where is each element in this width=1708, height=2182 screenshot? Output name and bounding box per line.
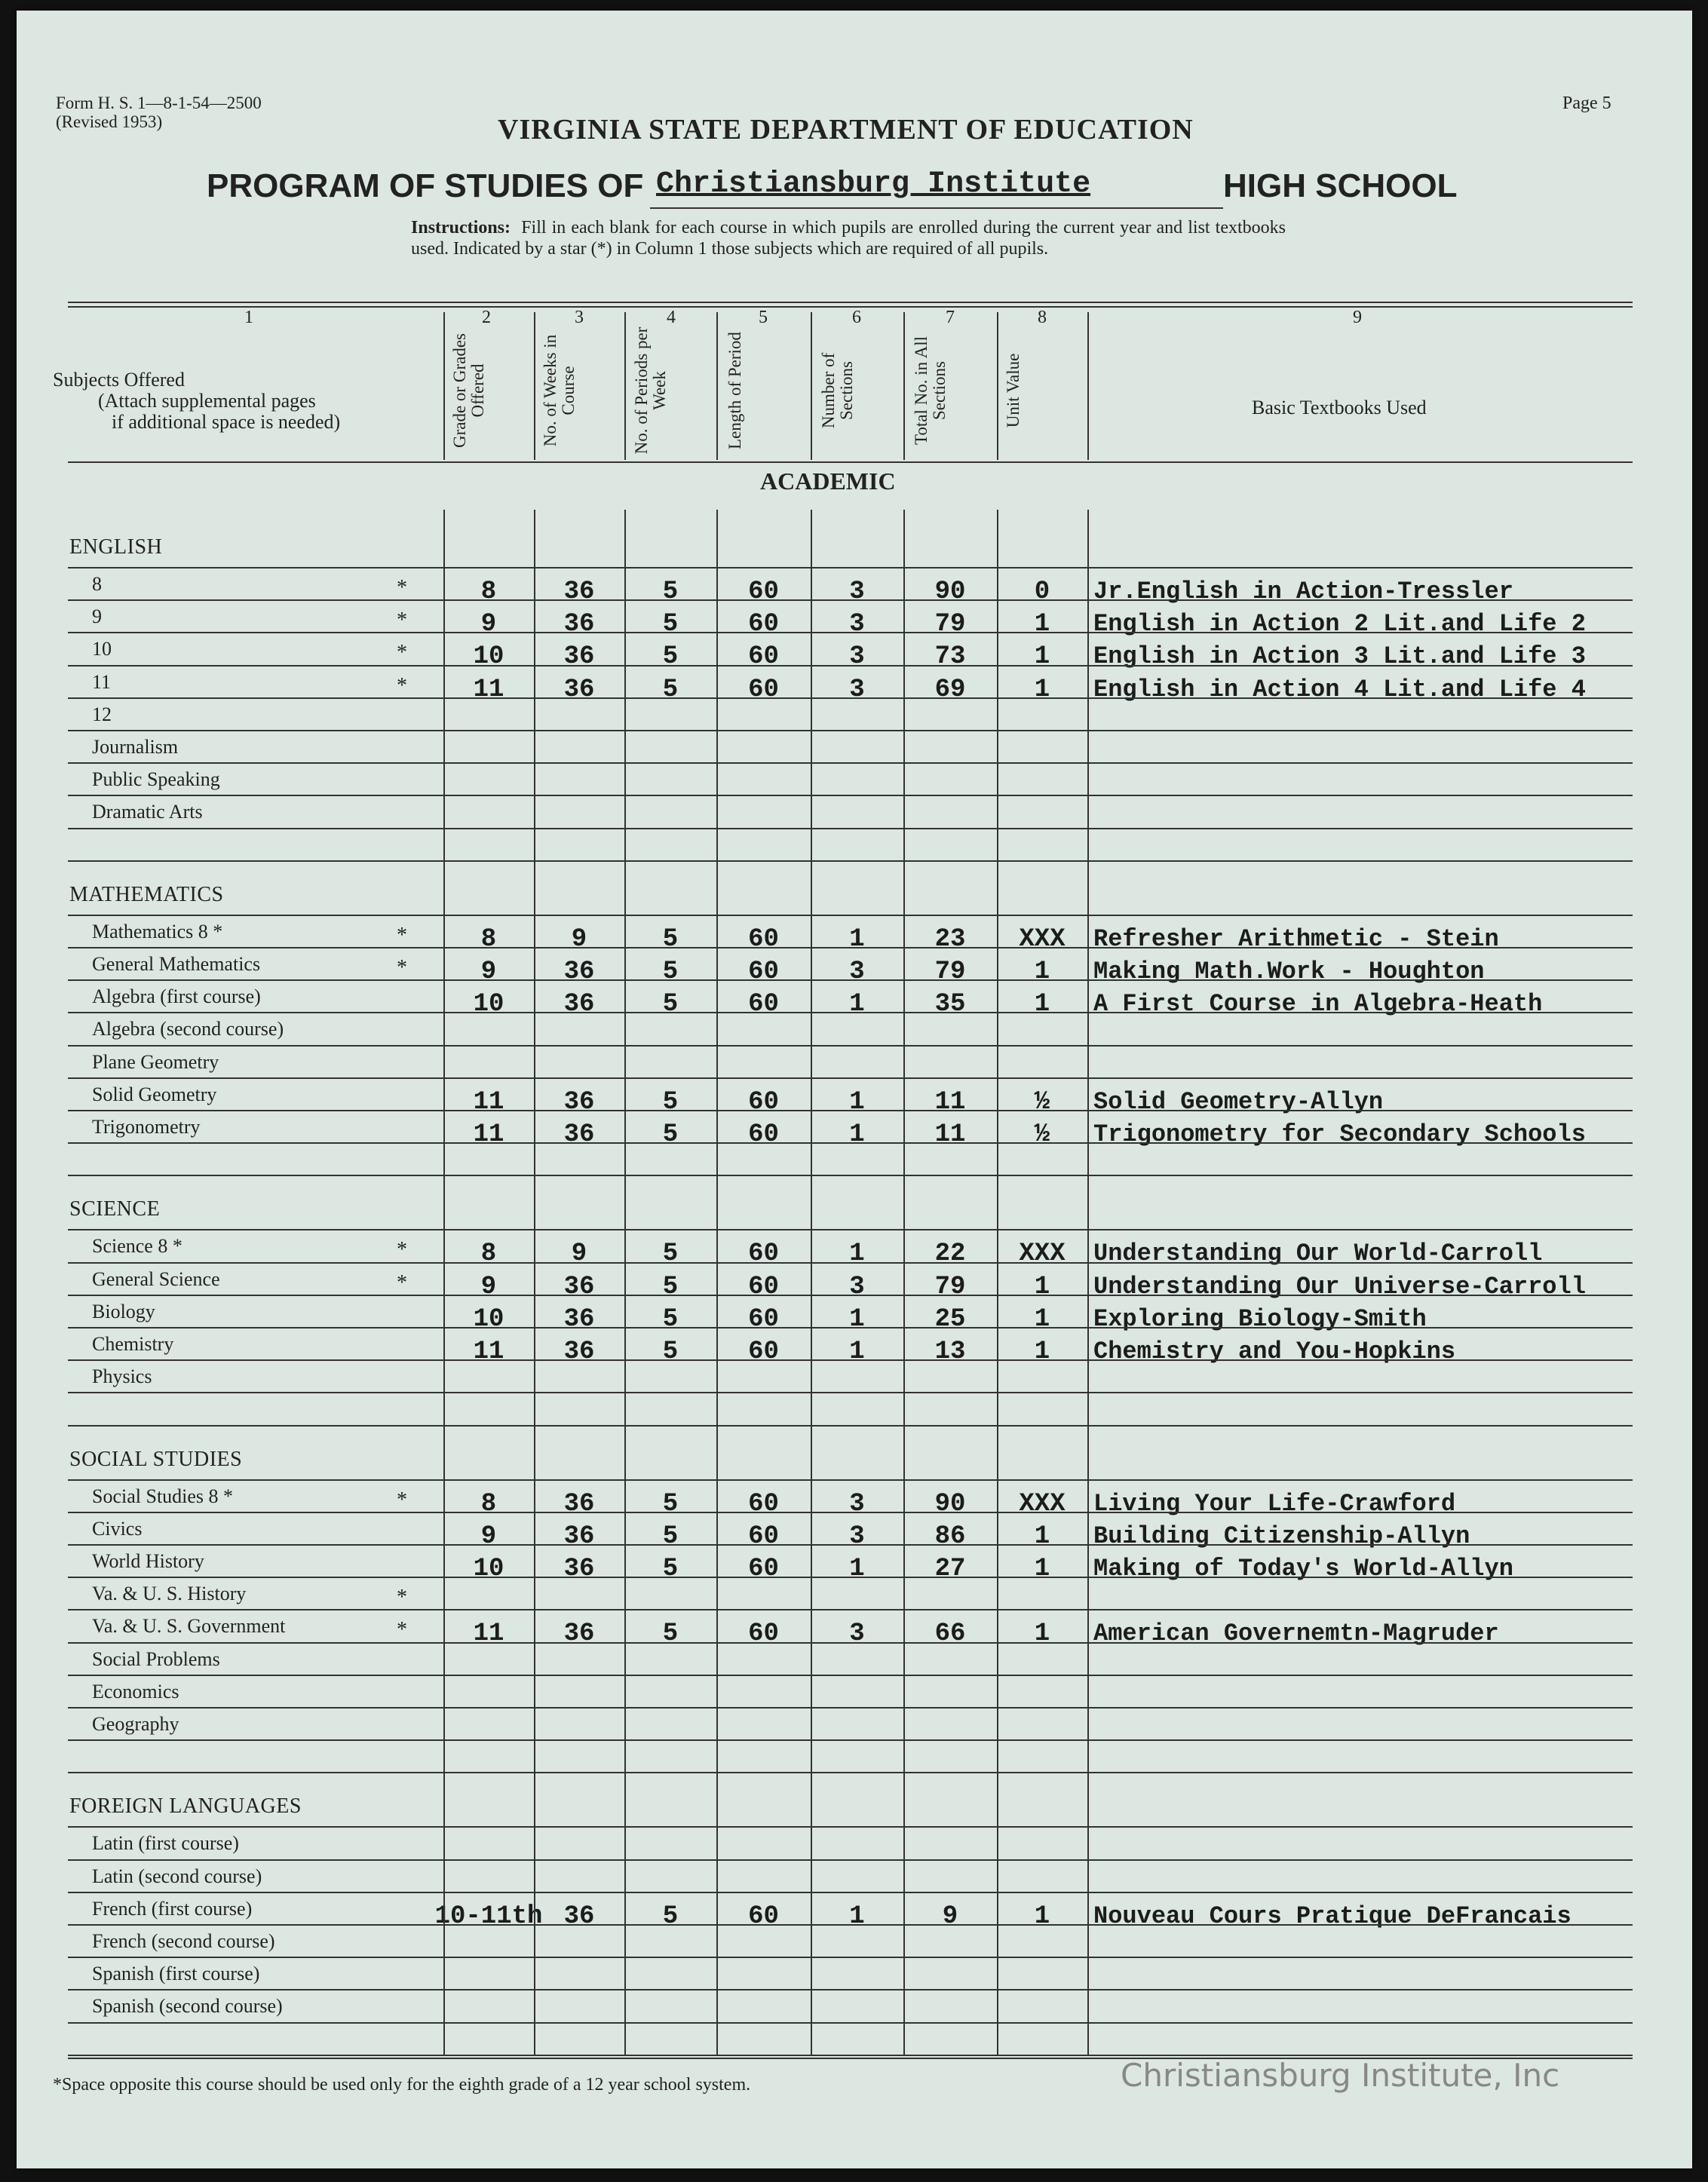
cell-total: 73 <box>934 642 966 672</box>
row-rule <box>68 979 1633 981</box>
row-rule <box>68 1609 1633 1610</box>
textbook: Solid Geometry-Allyn <box>1093 1087 1384 1116</box>
cell-grade: 11 <box>473 1620 504 1649</box>
row-rule <box>68 1479 1633 1481</box>
cell-sections: 3 <box>849 675 865 704</box>
cell-total: 86 <box>934 1522 966 1551</box>
textbooks-header: Basic Textbooks Used <box>1252 397 1427 418</box>
cell-weeks: 36 <box>563 1902 595 1931</box>
subject-name: 10 <box>92 638 112 660</box>
textbook: Exploring Biology-Smith <box>1093 1304 1427 1333</box>
cell-periods: 5 <box>662 924 679 954</box>
required-star: * <box>397 1618 407 1642</box>
cell-weeks: 36 <box>563 1120 595 1149</box>
cell-grade: 11 <box>473 675 504 704</box>
textbook: English in Action 2 Lit.and Life 2 <box>1093 610 1586 639</box>
cell-total: 35 <box>934 990 966 1019</box>
cell-grade: 9 <box>480 958 497 986</box>
required-star: * <box>397 641 407 665</box>
cell-length: 60 <box>748 924 779 954</box>
textbook: Understanding Our World-Carroll <box>1093 1240 1543 1268</box>
column-number: 2 <box>482 308 491 327</box>
subject-name: Economics <box>92 1680 179 1702</box>
subject-name: General Science <box>92 1267 220 1290</box>
subject-name: Geography <box>92 1713 179 1735</box>
cell-total: 79 <box>934 958 966 986</box>
cell-grade: 10 <box>473 642 504 672</box>
cell-total: 11 <box>934 1087 966 1117</box>
cell-periods: 5 <box>662 1555 679 1583</box>
cell-periods: 5 <box>662 578 679 606</box>
textbook: A First Course in Algebra-Heath <box>1093 990 1543 1019</box>
subjects-header: Subjects Offered (Attach supplemental pages if additional space is needed) <box>53 369 341 433</box>
row-rule <box>68 1892 1633 1893</box>
row-rule <box>68 2055 1633 2056</box>
subject-name: Social Problems <box>92 1647 220 1670</box>
watermark: Christiansburg Institute, Inc <box>1121 2057 1560 2094</box>
cell-weeks: 9 <box>571 1240 587 1269</box>
column-divider <box>534 312 535 460</box>
cell-length: 60 <box>748 1240 779 1269</box>
subject-name: Solid Geometry <box>92 1083 217 1105</box>
high-school-label: HIGH SCHOOL <box>1223 167 1458 204</box>
cell-total: 25 <box>934 1304 966 1334</box>
required-star: * <box>397 1238 407 1262</box>
row-rule <box>68 665 1633 667</box>
row-rule <box>68 828 1633 829</box>
cell-unit: 1 <box>1034 1338 1050 1366</box>
section-title: SOCIAL STUDIES <box>69 1447 243 1471</box>
cell-sections: 1 <box>849 1240 865 1269</box>
section-title: SCIENCE <box>69 1197 161 1221</box>
subject-name: 12 <box>92 703 112 725</box>
cell-length: 60 <box>748 610 779 639</box>
textbook: Making of Today's World-Allyn <box>1093 1555 1513 1583</box>
row-rule <box>68 2022 1633 2024</box>
column-number: 3 <box>575 308 584 327</box>
cell-weeks: 36 <box>563 990 595 1019</box>
column-number: 8 <box>1038 308 1047 327</box>
row-rule <box>68 1642 1633 1644</box>
cell-sections: 3 <box>849 642 865 672</box>
textbook: Jr.English in Action-Tressler <box>1093 578 1513 605</box>
cell-weeks: 36 <box>563 578 595 606</box>
subject-name: Algebra (second course) <box>92 1018 284 1040</box>
row-rule <box>68 1229 1633 1230</box>
cell-periods: 5 <box>662 1304 679 1334</box>
subject-name: French (first course) <box>92 1897 253 1920</box>
cell-total: 11 <box>934 1120 966 1149</box>
cell-length: 60 <box>748 1272 779 1301</box>
cell-length: 60 <box>748 675 779 704</box>
cell-grade: 10 <box>473 990 504 1019</box>
subject-name: Mathematics 8 * <box>92 920 223 942</box>
cell-grade: 8 <box>480 924 497 954</box>
cell-weeks: 36 <box>563 1620 595 1649</box>
row-rule <box>68 730 1633 731</box>
textbook: Living Your Life-Crawford <box>1093 1489 1456 1518</box>
row-rule <box>68 1675 1633 1676</box>
cell-unit: ½ <box>1034 1120 1050 1149</box>
footnote: *Space opposite this course should be used only for the eighth grade of a 12 year school system. <box>53 2075 751 2095</box>
subject-name: Va. & U. S. Government <box>92 1615 286 1638</box>
row-rule <box>68 1142 1633 1144</box>
cell-unit: 1 <box>1034 1620 1050 1649</box>
textbook: Making Math.Work - Houghton <box>1093 958 1485 985</box>
cell-weeks: 36 <box>563 1489 595 1519</box>
program-label: PROGRAM OF STUDIES OF <box>207 167 644 204</box>
cell-sections: 1 <box>849 1555 865 1583</box>
cell-total: 79 <box>934 1272 966 1301</box>
cell-weeks: 36 <box>563 1272 595 1301</box>
row-rule <box>68 860 1633 862</box>
cell-sections: 3 <box>849 1620 865 1649</box>
subject-name: 11 <box>92 670 112 693</box>
cell-weeks: 36 <box>563 1304 595 1334</box>
subject-name: Trigonometry <box>92 1116 201 1138</box>
subject-name: Latin (second course) <box>92 1865 262 1887</box>
subject-name: Spanish (second course) <box>92 1995 283 2018</box>
school-name: Christiansburg Institute <box>656 167 1091 201</box>
column-divider <box>903 312 905 460</box>
cell-unit: 1 <box>1034 958 1050 986</box>
column-divider <box>903 510 905 2055</box>
subject-name: Biology <box>92 1300 155 1322</box>
cell-sections: 1 <box>849 990 865 1019</box>
cell-length: 60 <box>748 1555 779 1583</box>
cell-grade: 8 <box>480 1489 497 1519</box>
row-rule <box>68 1924 1633 1926</box>
column-divider <box>997 312 998 460</box>
row-rule <box>68 1110 1633 1111</box>
cell-periods: 5 <box>662 1620 679 1649</box>
row-rule <box>68 1739 1633 1741</box>
column-divider <box>716 312 718 460</box>
subject-name: French (second course) <box>92 1930 275 1952</box>
textbook: English in Action 4 Lit.and Life 4 <box>1093 675 1586 703</box>
subject-name: Latin (first course) <box>92 1832 239 1855</box>
cell-weeks: 36 <box>563 1087 595 1117</box>
row-rule <box>68 762 1633 764</box>
required-star: * <box>397 1586 407 1610</box>
table-bottom-rule <box>68 2058 1633 2059</box>
cell-length: 60 <box>748 1120 779 1149</box>
cell-unit: 1 <box>1034 1522 1050 1551</box>
cell-sections: 1 <box>849 1304 865 1334</box>
cell-total: 22 <box>934 1240 966 1269</box>
cell-sections: 1 <box>849 1120 865 1149</box>
row-rule <box>68 1327 1633 1329</box>
cell-total: 23 <box>934 924 966 954</box>
cell-unit: 1 <box>1034 1902 1050 1931</box>
cell-periods: 5 <box>662 675 679 704</box>
cell-total: 79 <box>934 610 966 639</box>
column-divider <box>1087 510 1089 2055</box>
column-divider <box>716 510 718 2055</box>
subject-name: Plane Geometry <box>92 1050 219 1073</box>
row-rule <box>68 632 1633 633</box>
row-rule <box>68 1772 1633 1773</box>
required-star: * <box>397 1270 407 1295</box>
row-rule <box>68 599 1633 601</box>
form-id: Form H. S. 1—8-1-54—2500 (Revised 1953) <box>56 93 262 131</box>
cell-weeks: 36 <box>563 1555 595 1583</box>
row-rule <box>68 1512 1633 1513</box>
subject-name: Journalism <box>92 736 179 758</box>
subject-name: Algebra (first course) <box>92 985 261 1008</box>
column-header-periods: No. of Periods per Week <box>632 326 669 455</box>
cell-total: 90 <box>934 578 966 606</box>
subject-name: Chemistry <box>92 1333 174 1355</box>
column-divider <box>624 510 626 2055</box>
cell-length: 60 <box>748 1522 779 1551</box>
textbook: Trigonometry for Secondary Schools <box>1093 1120 1586 1148</box>
textbook: American Governemtn-Magruder <box>1093 1620 1499 1648</box>
department-title: VIRGINIA STATE DEPARTMENT OF EDUCATION <box>498 114 1194 146</box>
cell-length: 60 <box>748 958 779 986</box>
subject-name: Spanish (first course) <box>92 1963 260 1985</box>
subject-name: Public Speaking <box>92 768 220 791</box>
subject-name: 9 <box>92 605 102 628</box>
cell-unit: 1 <box>1034 1272 1050 1301</box>
cell-grade: 10 <box>473 1555 504 1583</box>
cell-grade: 9 <box>480 610 497 639</box>
cell-sections: 3 <box>849 958 865 986</box>
column-number: 1 <box>244 308 253 327</box>
cell-periods: 5 <box>662 1120 679 1149</box>
cell-sections: 3 <box>849 1522 865 1551</box>
row-rule <box>68 1262 1633 1264</box>
cell-periods: 5 <box>662 1240 679 1269</box>
textbook: Nouveau Cours Pratique DeFrancais <box>1093 1902 1572 1930</box>
row-rule <box>68 1577 1633 1578</box>
section-title: MATHEMATICS <box>69 882 224 906</box>
cell-unit: 1 <box>1034 1555 1050 1583</box>
row-rule <box>68 1989 1633 1990</box>
column-header-total: Total No. in All Sections <box>912 336 949 446</box>
cell-total: 27 <box>934 1555 966 1583</box>
cell-total: 69 <box>934 675 966 704</box>
required-star: * <box>397 608 407 633</box>
cell-weeks: 36 <box>563 642 595 672</box>
row-rule <box>68 1425 1633 1427</box>
textbook: Refresher Arithmetic - Stein <box>1093 924 1499 953</box>
cell-unit: XXX <box>1019 924 1066 954</box>
cell-grade: 10-11th <box>434 1902 543 1931</box>
section-title: FOREIGN LANGUAGES <box>69 1794 302 1819</box>
cell-unit: 1 <box>1034 1304 1050 1334</box>
header-bottom-rule <box>68 461 1633 463</box>
row-rule <box>68 567 1633 568</box>
cell-weeks: 36 <box>563 610 595 639</box>
cell-periods: 5 <box>662 1489 679 1519</box>
cell-length: 60 <box>748 1087 779 1117</box>
cell-length: 60 <box>748 1338 779 1366</box>
required-star: * <box>397 956 407 979</box>
cell-unit: 1 <box>1034 675 1050 704</box>
subject-name: World History <box>92 1550 204 1572</box>
cell-unit: 1 <box>1034 642 1050 672</box>
cell-grade: 9 <box>480 1522 497 1551</box>
cell-sections: 3 <box>849 578 865 606</box>
page-number: Page 5 <box>1562 93 1611 113</box>
cell-unit: 0 <box>1034 578 1050 606</box>
school-name-line <box>650 207 1223 209</box>
cell-grade: 9 <box>480 1272 497 1301</box>
column-header-grade: Grade or Grades Offered <box>450 333 487 448</box>
subject-name: Civics <box>92 1517 143 1540</box>
cell-periods: 5 <box>662 1522 679 1551</box>
row-rule <box>68 1392 1633 1393</box>
cell-periods: 5 <box>662 1272 679 1301</box>
column-number: 7 <box>946 308 955 327</box>
cell-length: 60 <box>748 642 779 672</box>
column-divider <box>811 510 812 2055</box>
cell-sections: 3 <box>849 1272 865 1301</box>
row-rule <box>68 1544 1633 1546</box>
cell-unit: XXX <box>1019 1240 1066 1269</box>
subject-name: Physics <box>92 1365 152 1388</box>
subject-name: 8 <box>92 573 102 595</box>
row-rule <box>68 1045 1633 1047</box>
cell-total: 90 <box>934 1489 966 1519</box>
column-divider <box>811 312 812 460</box>
cell-sections: 1 <box>849 1338 865 1366</box>
cell-weeks: 36 <box>563 675 595 704</box>
cell-grade: 11 <box>473 1087 504 1117</box>
cell-sections: 1 <box>849 1087 865 1117</box>
column-header-sections: Number of Sections <box>818 352 856 429</box>
column-divider <box>997 510 998 2055</box>
subject-name: General Mathematics <box>92 953 261 975</box>
column-number: 4 <box>667 308 676 327</box>
required-star: * <box>397 1488 407 1512</box>
column-divider <box>534 510 535 2055</box>
cell-weeks: 36 <box>563 1522 595 1551</box>
cell-length: 60 <box>748 1304 779 1334</box>
cell-periods: 5 <box>662 990 679 1019</box>
cell-periods: 5 <box>662 958 679 986</box>
cell-total: 66 <box>934 1620 966 1649</box>
cell-unit: XXX <box>1019 1489 1066 1519</box>
cell-periods: 5 <box>662 642 679 672</box>
cell-length: 60 <box>748 990 779 1019</box>
cell-weeks: 36 <box>563 958 595 986</box>
cell-grade: 8 <box>480 1240 497 1269</box>
cell-length: 60 <box>748 578 779 606</box>
row-rule <box>68 915 1633 916</box>
academic-label: ACADEMIC <box>760 467 896 495</box>
cell-grade: 8 <box>480 578 497 606</box>
column-header-weeks: No. of Weeks in Course <box>541 334 578 447</box>
row-rule <box>68 1859 1633 1861</box>
subject-name: Va. & U. S. History <box>92 1583 247 1605</box>
column-divider <box>1087 312 1089 460</box>
cell-sections: 1 <box>849 1902 865 1931</box>
row-rule <box>68 1175 1633 1176</box>
textbook: Chemistry and You-Hopkins <box>1093 1338 1456 1365</box>
row-rule <box>68 1707 1633 1709</box>
cell-periods: 5 <box>662 1338 679 1366</box>
cell-unit: 1 <box>1034 610 1050 639</box>
cell-grade: 11 <box>473 1120 504 1149</box>
cell-periods: 5 <box>662 1902 679 1931</box>
textbook: Understanding Our Universe-Carroll <box>1093 1272 1586 1301</box>
cell-weeks: 9 <box>571 924 587 954</box>
row-rule <box>68 697 1633 699</box>
column-divider <box>624 312 626 460</box>
column-number: 6 <box>852 308 861 327</box>
row-rule <box>68 1295 1633 1296</box>
row-rule <box>68 947 1633 948</box>
row-rule <box>68 1077 1633 1079</box>
column-number: 9 <box>1353 308 1362 327</box>
row-rule <box>68 1012 1633 1013</box>
row-rule <box>68 795 1633 796</box>
column-divider <box>443 312 445 460</box>
cell-total: 9 <box>942 1902 958 1931</box>
row-rule <box>68 1957 1633 1958</box>
column-number: 5 <box>759 308 768 327</box>
cell-sections: 3 <box>849 610 865 639</box>
row-rule <box>68 1359 1633 1361</box>
row-rule <box>68 1826 1633 1828</box>
subject-name: Social Studies 8 * <box>92 1485 234 1507</box>
table-top-rule <box>68 302 1633 303</box>
cell-weeks: 36 <box>563 1338 595 1366</box>
cell-length: 60 <box>748 1489 779 1519</box>
textbook: English in Action 3 Lit.and Life 3 <box>1093 642 1586 671</box>
required-star: * <box>397 673 407 697</box>
cell-sections: 3 <box>849 1489 865 1519</box>
cell-grade: 11 <box>473 1338 504 1366</box>
cell-sections: 1 <box>849 924 865 954</box>
cell-periods: 5 <box>662 610 679 639</box>
section-title: ENGLISH <box>69 535 163 559</box>
cell-length: 60 <box>748 1620 779 1649</box>
textbook: Building Citizenship-Allyn <box>1093 1522 1470 1550</box>
required-star: * <box>397 576 407 599</box>
column-divider <box>443 510 445 2055</box>
cell-total: 13 <box>934 1338 966 1366</box>
cell-unit: ½ <box>1034 1087 1050 1117</box>
cell-length: 60 <box>748 1902 779 1931</box>
column-header-length: Length of Period <box>725 332 744 449</box>
column-header-unit: Unit Value <box>1004 353 1023 428</box>
subject-name: Science 8 * <box>92 1235 182 1258</box>
cell-unit: 1 <box>1034 990 1050 1019</box>
required-star: * <box>397 923 407 947</box>
subject-name: Dramatic Arts <box>92 801 203 823</box>
instructions: Instructions: Fill in each blank for each course in which pupils are enrolled during the current year and list textbooks used. Indicated by a star (*) in Column 1 those subjects which are required of all pupils. <box>411 218 1286 259</box>
cell-periods: 5 <box>662 1087 679 1117</box>
cell-grade: 10 <box>473 1304 504 1334</box>
